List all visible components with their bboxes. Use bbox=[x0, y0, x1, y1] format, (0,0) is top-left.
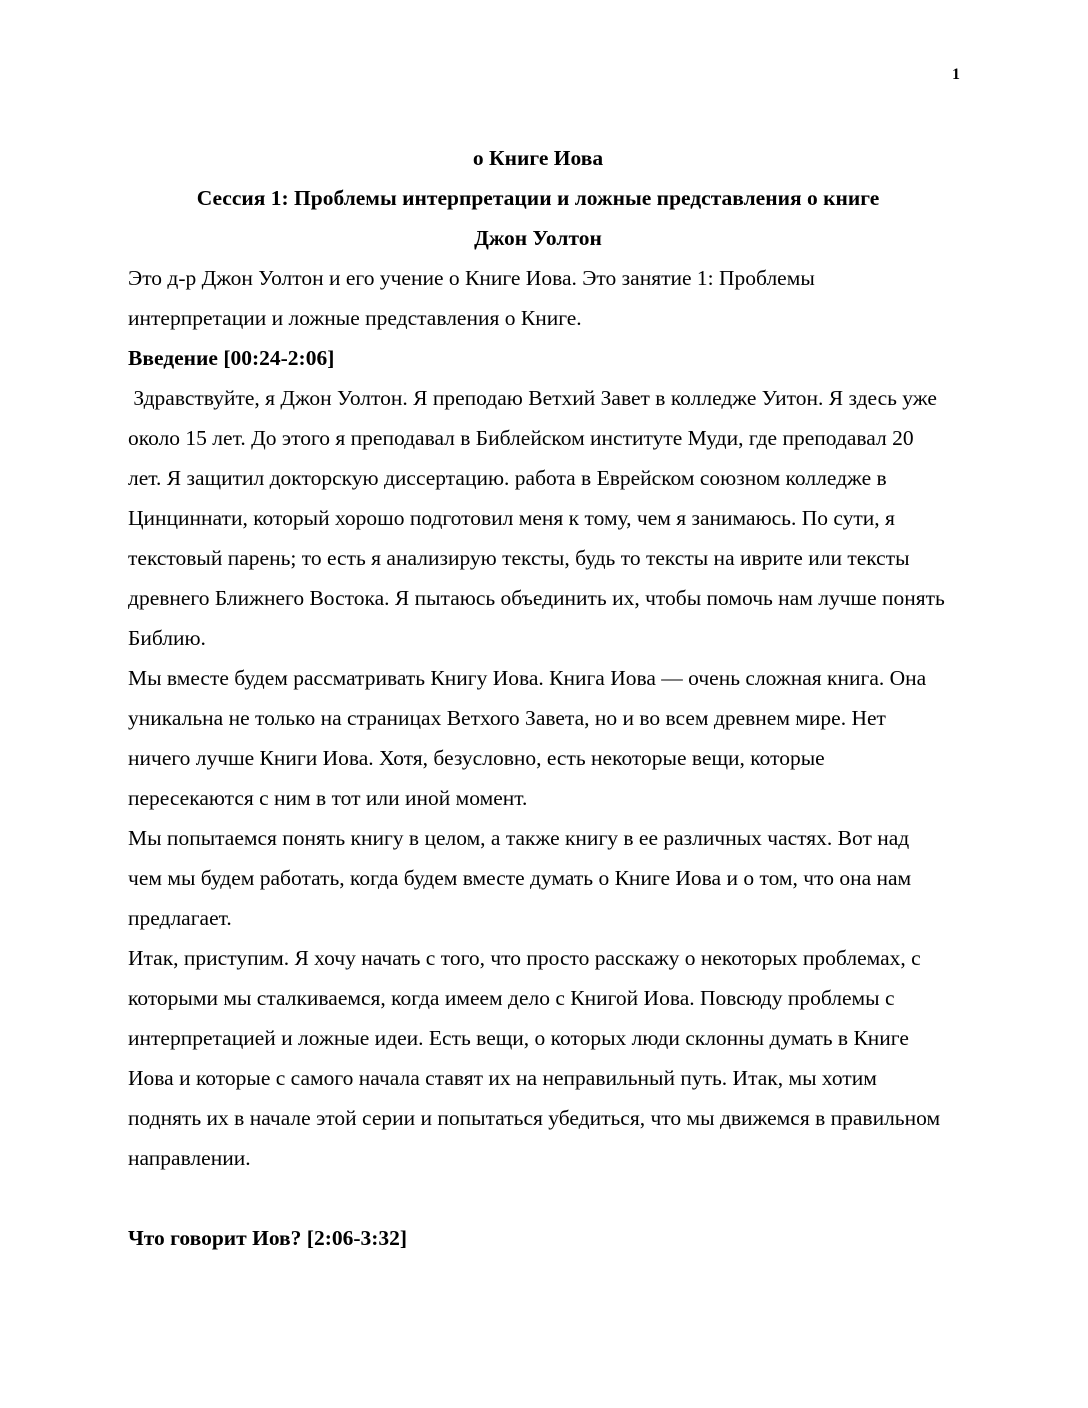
section-heading-what-job-says: Что говорит Иов? [2:06-3:32] bbox=[128, 1226, 408, 1250]
spacer bbox=[128, 1178, 948, 1218]
paragraph: Мы попытаемся понять книгу в целом, а также книгу в ее различных частях. Вот над чем мы будем работать, когда будем вместе думать о Книге Иова и о том, что она нам предлагает. bbox=[128, 826, 912, 930]
document-title: о Книге Иова bbox=[472, 146, 604, 170]
section-heading-introduction: Введение [00:24-2:06] bbox=[128, 346, 335, 370]
paragraph: Итак, приступим. Я хочу начать с того, что просто расскажу о некоторых проблемах, с которыми мы сталкиваемся, когда имеем дело с Книгой Иова. Повсюду проблемы с интерпретацией и ложные идеи. Есть вещи, о которых люди склонны думать в Книге Иова и которые с самого начала ставят их на неправильный путь. Итак, мы хотим поднять их в начале этой серии и попытаться убедиться, что мы движемся в правильном направлении. bbox=[128, 946, 941, 1170]
author-name: Джон Уолтон bbox=[474, 226, 602, 250]
session-subtitle: Сессия 1: Проблемы интерпретации и ложные представления о книге bbox=[196, 186, 880, 210]
intro-paragraph: Это д-р Джон Уолтон и его учение о Книге Иова. Это занятие 1: Проблемы интерпретации и ложные представления о Книге. bbox=[128, 266, 815, 330]
page-number: 1 bbox=[952, 66, 960, 83]
paragraph: Здравствуйте, я Джон Уолтон. Я преподаю Ветхий Завет в колледже Уитон. Я здесь уже около 15 лет. До этого я преподавал в Библейском институте Муди, где преподавал 20 лет. Я защитил докторскую диссертацию. работа в Еврейском союзном колледже в Цинциннати, который хорошо подготовил меня к тому, чем я занимаюсь. По сути, я текстовый парень; то есть я анализирую тексты, будь то тексты на иврите или тексты древнего Ближнего Востока. Я пытаюсь объединить их, чтобы помочь нам лучше понять Библию. bbox=[128, 386, 951, 650]
document-body bbox=[128, 138, 951, 1258]
paragraph: Мы вместе будем рассматривать Книгу Иова. Книга Иова — очень сложная книга. Она уникальна не только на страницах Ветхого Завета, но и во всем древнем мире. Нет ничего лучше Книги Иова. Хотя, безусловно, есть некоторые вещи, которые пересекаются с ним в тот или иной момент. bbox=[128, 666, 927, 810]
